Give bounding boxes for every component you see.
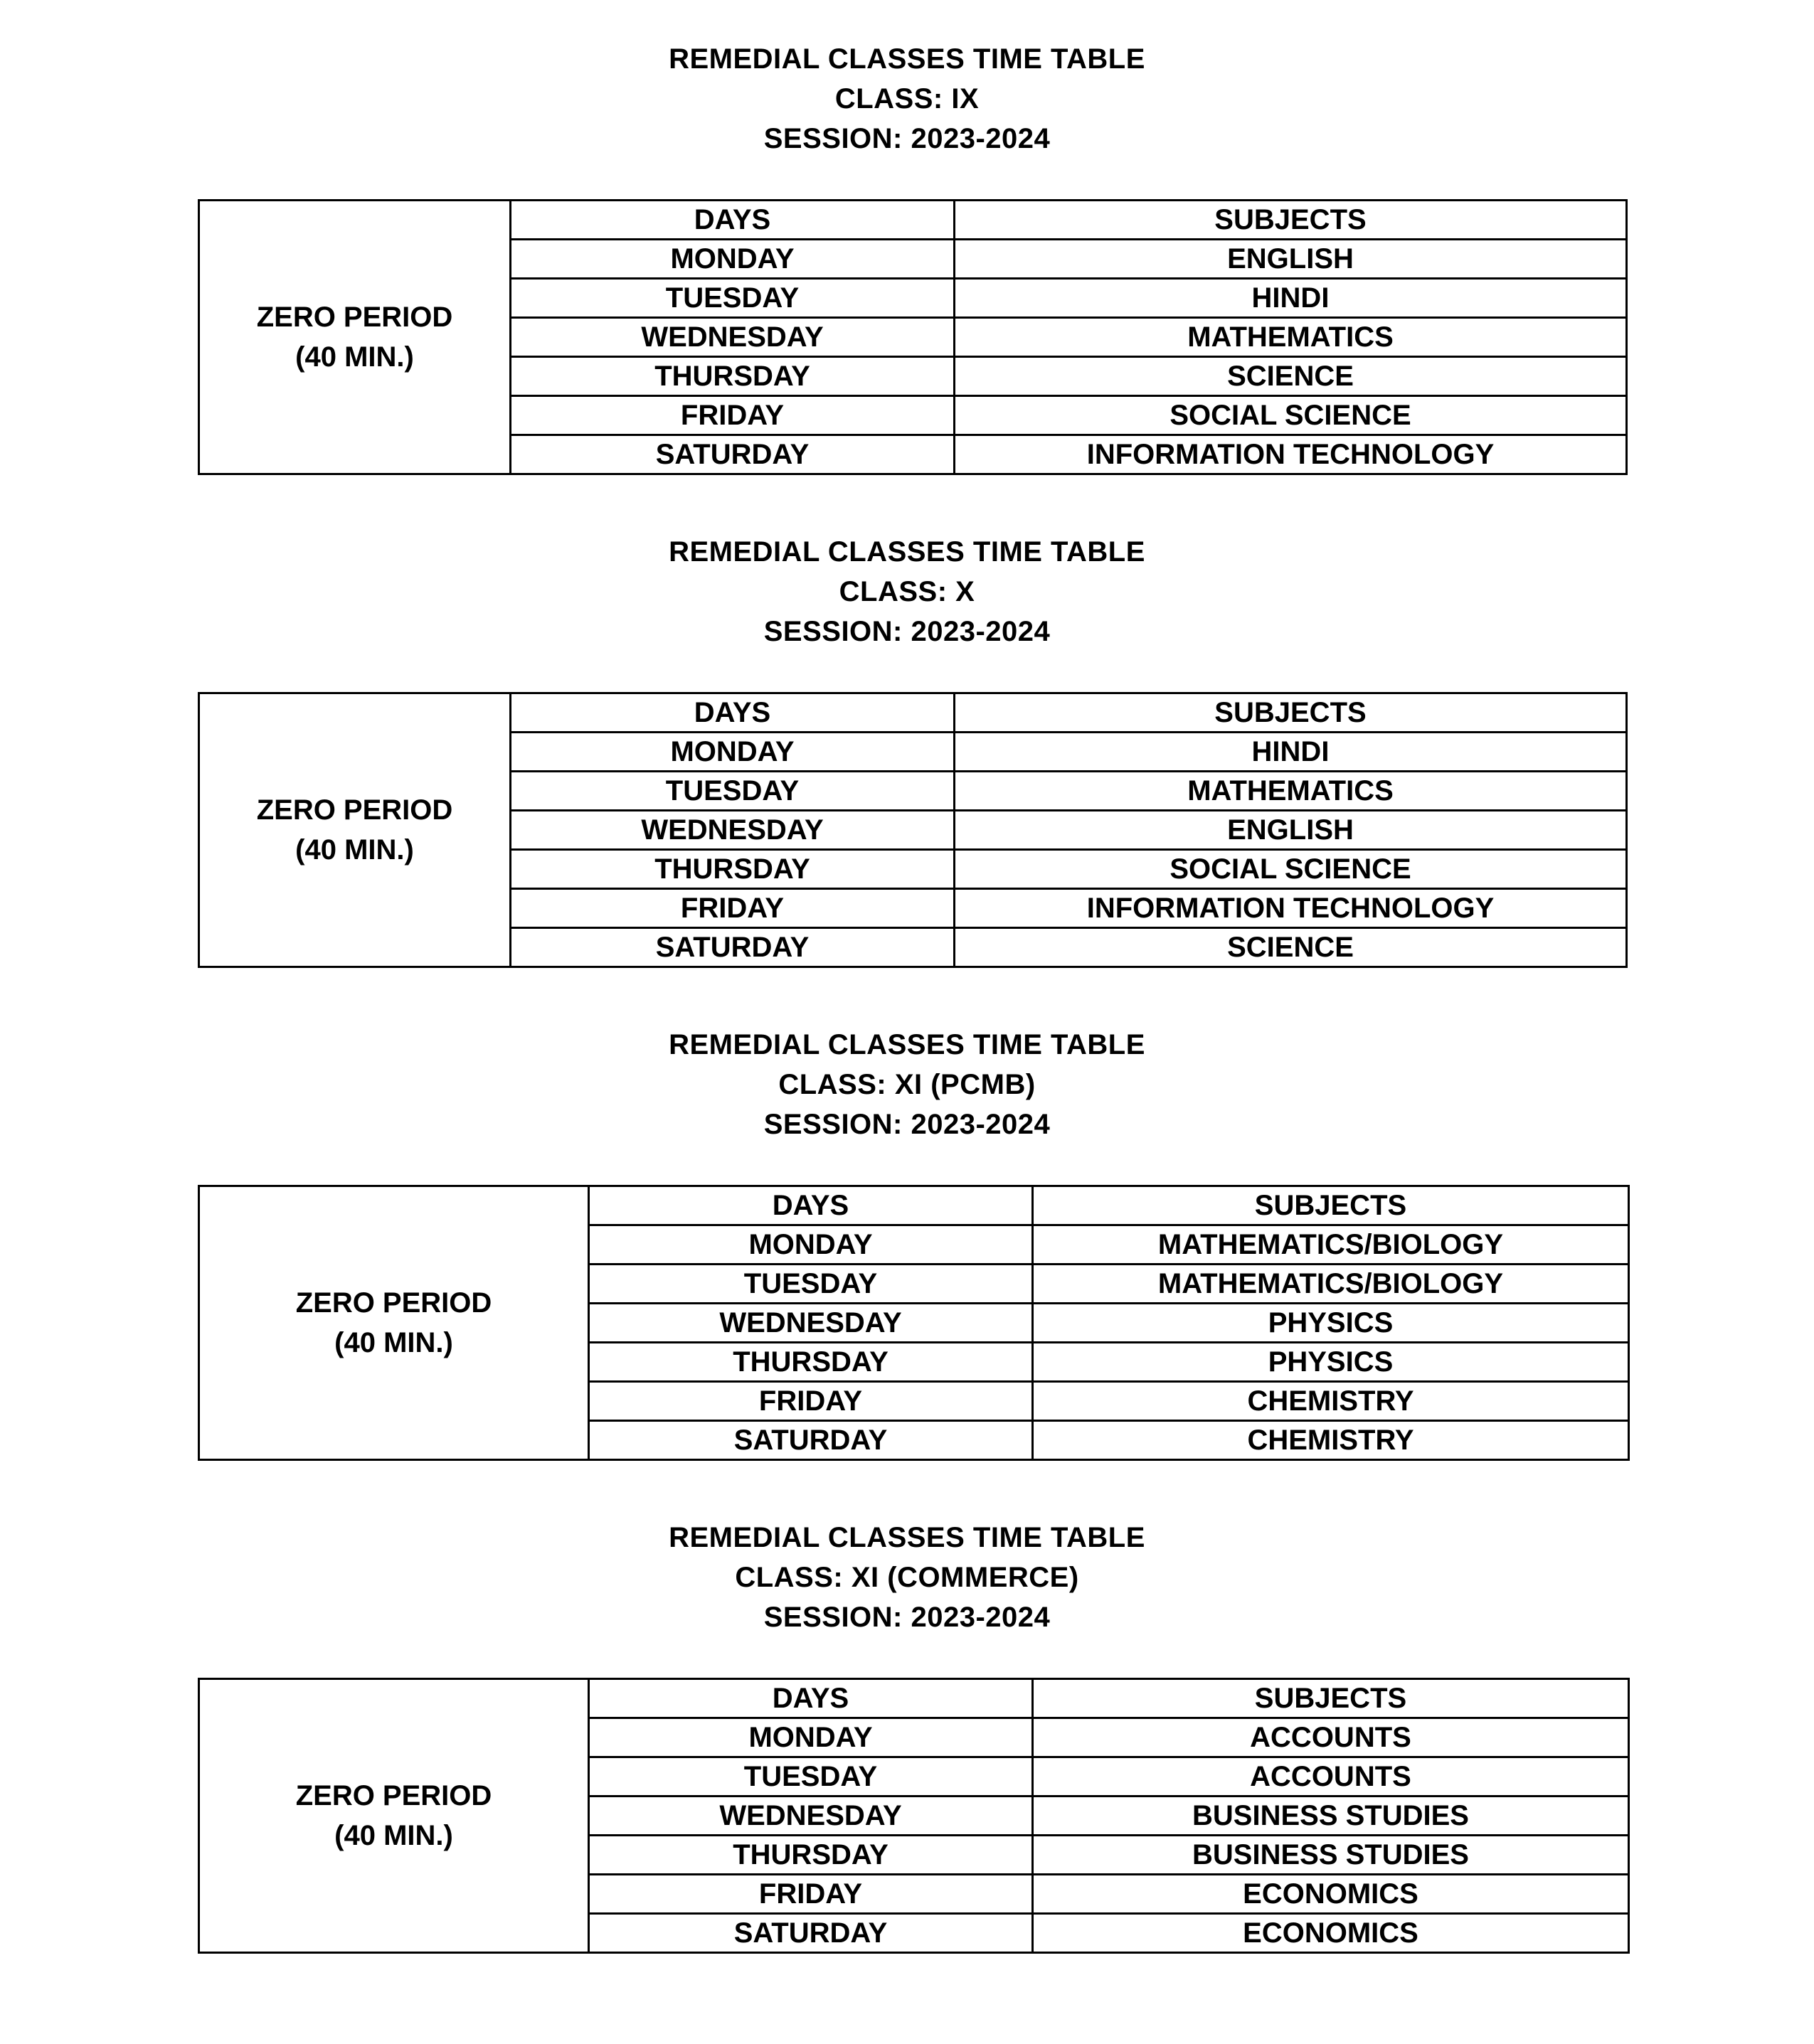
class-label: CLASS: XI (COMMERCE) [735, 1562, 1079, 1593]
period-label: ZERO PERIOD [256, 302, 453, 333]
subjects-header: SUBJECTS [1033, 1186, 1629, 1225]
timetable-class-ix [198, 199, 1628, 475]
subject-cell: BUSINESS STUDIES [1033, 1797, 1629, 1836]
timetable-title: REMEDIAL CLASSES TIME TABLE [669, 536, 1145, 568]
period-label: ZERO PERIOD [256, 794, 453, 826]
period-duration: (40 MIN.) [334, 1820, 453, 1851]
session-label: SESSION: 2023-2024 [763, 1602, 1051, 1633]
day-cell: SATURDAY [511, 928, 955, 967]
period-duration: (40 MIN.) [295, 834, 414, 866]
subject-cell: HINDI [955, 279, 1627, 318]
period-cell [199, 1186, 589, 1460]
table-header-row [199, 1679, 1629, 1718]
day-cell: MONDAY [511, 733, 955, 772]
period-label: ZERO PERIOD [295, 1287, 492, 1319]
session-label: SESSION: 2023-2024 [763, 1109, 1051, 1140]
period-duration: (40 MIN.) [334, 1327, 453, 1358]
day-cell: FRIDAY [589, 1382, 1033, 1421]
day-cell: WEDNESDAY [511, 318, 955, 357]
day-cell: TUESDAY [511, 279, 955, 318]
subject-cell: ENGLISH [955, 240, 1627, 279]
day-cell: THURSDAY [511, 850, 955, 889]
subject-cell: ECONOMICS [1033, 1914, 1629, 1953]
subject-cell: CHEMISTRY [1033, 1421, 1629, 1460]
day-cell: SATURDAY [589, 1421, 1033, 1460]
timetable-class-xi-commerce [198, 1678, 1630, 1954]
subject-cell: ENGLISH [955, 811, 1627, 850]
day-cell: MONDAY [511, 240, 955, 279]
day-cell: FRIDAY [589, 1875, 1033, 1914]
subjects-header: SUBJECTS [1033, 1679, 1629, 1718]
period-cell [199, 693, 511, 967]
subject-cell: ACCOUNTS [1033, 1718, 1629, 1757]
subject-cell: MATHEMATICS [955, 772, 1627, 811]
section-heading [0, 1518, 1814, 1637]
day-cell: MONDAY [589, 1718, 1033, 1757]
section-heading [0, 1025, 1814, 1144]
section-heading [0, 532, 1814, 651]
timetable-class-xi-pcmb [198, 1185, 1630, 1461]
day-cell: WEDNESDAY [511, 811, 955, 850]
subject-cell: MATHEMATICS [955, 318, 1627, 357]
subjects-header: SUBJECTS [955, 201, 1627, 240]
section-heading [0, 39, 1814, 159]
timetable-class-x [198, 692, 1628, 968]
subject-cell: BUSINESS STUDIES [1033, 1836, 1629, 1875]
subject-cell: CHEMISTRY [1033, 1382, 1629, 1421]
day-cell: THURSDAY [589, 1343, 1033, 1382]
day-cell: FRIDAY [511, 396, 955, 435]
days-header: DAYS [511, 201, 955, 240]
subject-cell: PHYSICS [1033, 1343, 1629, 1382]
period-duration: (40 MIN.) [295, 341, 414, 373]
day-cell: SATURDAY [589, 1914, 1033, 1953]
class-label: CLASS: XI (PCMB) [778, 1069, 1036, 1100]
days-header: DAYS [589, 1186, 1033, 1225]
subject-cell: INFORMATION TECHNOLOGY [955, 435, 1627, 474]
day-cell: THURSDAY [511, 357, 955, 396]
period-label: ZERO PERIOD [295, 1780, 492, 1811]
table-header-row [199, 201, 1627, 240]
subject-cell: ACCOUNTS [1033, 1757, 1629, 1797]
days-header: DAYS [589, 1679, 1033, 1718]
day-cell: TUESDAY [589, 1265, 1033, 1304]
subject-cell: INFORMATION TECHNOLOGY [955, 889, 1627, 928]
timetable-title: REMEDIAL CLASSES TIME TABLE [669, 43, 1145, 75]
subject-cell: SOCIAL SCIENCE [955, 396, 1627, 435]
subjects-header: SUBJECTS [955, 693, 1627, 733]
day-cell: TUESDAY [511, 772, 955, 811]
day-cell: MONDAY [589, 1225, 1033, 1265]
day-cell: WEDNESDAY [589, 1797, 1033, 1836]
table-header-row [199, 693, 1627, 733]
day-cell: TUESDAY [589, 1757, 1033, 1797]
subject-cell: SCIENCE [955, 357, 1627, 396]
subject-cell: ECONOMICS [1033, 1875, 1629, 1914]
period-cell [199, 1679, 589, 1953]
day-cell: THURSDAY [589, 1836, 1033, 1875]
table-header-row [199, 1186, 1629, 1225]
subject-cell: PHYSICS [1033, 1304, 1629, 1343]
timetable-title: REMEDIAL CLASSES TIME TABLE [669, 1522, 1145, 1553]
subject-cell: SOCIAL SCIENCE [955, 850, 1627, 889]
day-cell: SATURDAY [511, 435, 955, 474]
session-label: SESSION: 2023-2024 [763, 616, 1051, 647]
subject-cell: MATHEMATICS/BIOLOGY [1033, 1225, 1629, 1265]
days-header: DAYS [511, 693, 955, 733]
subject-cell: MATHEMATICS/BIOLOGY [1033, 1265, 1629, 1304]
class-label: CLASS: IX [834, 83, 980, 115]
day-cell: WEDNESDAY [589, 1304, 1033, 1343]
day-cell: FRIDAY [511, 889, 955, 928]
subject-cell: HINDI [955, 733, 1627, 772]
class-label: CLASS: X [839, 576, 975, 607]
session-label: SESSION: 2023-2024 [763, 123, 1051, 154]
timetable-title: REMEDIAL CLASSES TIME TABLE [669, 1029, 1145, 1060]
period-cell [199, 201, 511, 474]
subject-cell: SCIENCE [955, 928, 1627, 967]
